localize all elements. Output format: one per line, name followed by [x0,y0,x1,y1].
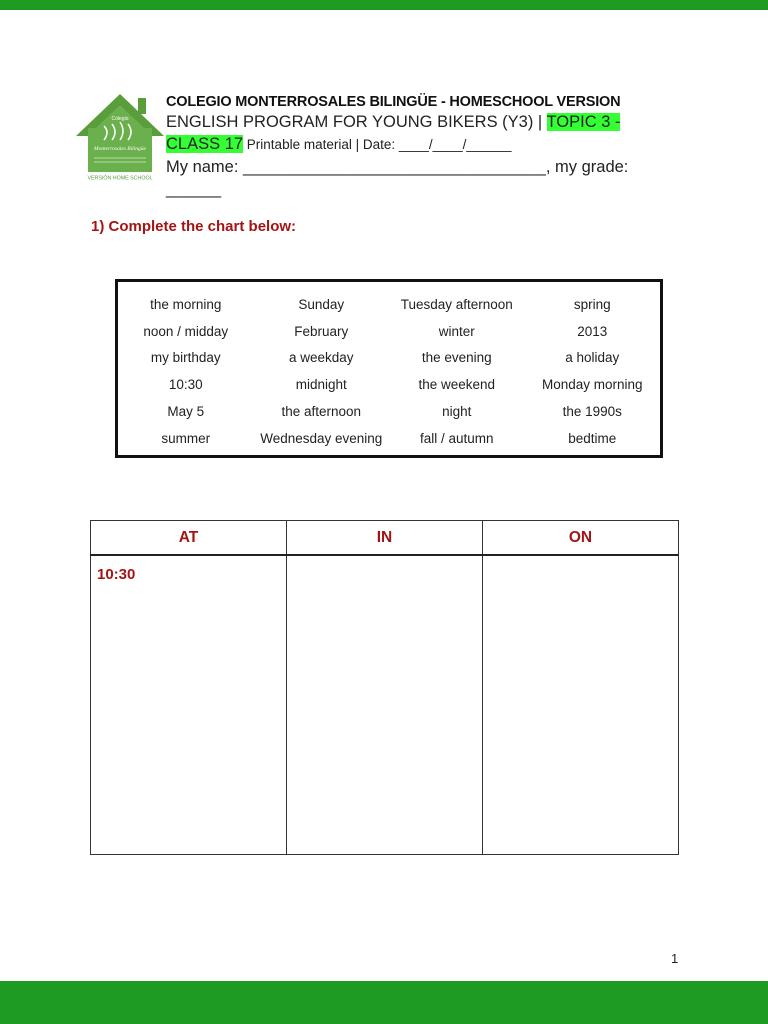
word-bank-cell: Tuesday afternoon [400,296,513,312]
word-bank-cell: Sunday [298,296,345,312]
word-bank-cell: noon / midday [143,323,229,339]
word-bank-cell: winter [438,323,475,339]
word-bank-cell: a holiday [565,350,620,366]
word-bank-cell: Wednesday evening [260,430,383,446]
answer-cell-on[interactable] [483,555,679,855]
word-bank-cell: the evening [421,350,492,366]
word-bank-row [118,398,660,425]
top-band [0,0,768,10]
word-bank-cell: May 5 [167,404,205,420]
word-bank-cell: the afternoon [281,404,362,420]
word-bank-row [118,318,660,345]
word-bank-cell: fall / autumn [419,430,494,446]
word-bank-row [118,371,660,398]
school-title: COLEGIO MONTERROSALES BILINGÜE - HOMESCHOOL VERSION [166,94,621,110]
answer-cell-in[interactable] [287,555,483,855]
logo-version: VERSIÓN HOME SCHOOL [87,175,153,182]
word-bank-table [118,291,660,452]
word-bank-cell: the weekend [418,377,496,393]
document-header [166,93,636,200]
printable-date: Printable material | Date: ____/____/______ [243,137,512,152]
word-bank-cell: the 1990s [562,404,622,420]
word-bank-cell: 10:30 [168,377,203,393]
column-header-in: IN [287,521,483,556]
word-bank-cell: February [294,323,349,339]
program-title: ENGLISH PROGRAM FOR YOUNG BIKERS (Y3) | [166,113,547,131]
word-bank-row [118,291,660,318]
class-highlight: CLASS 17 [166,135,244,153]
word-bank-box [115,279,663,458]
column-header-at: AT [91,521,287,556]
answer-cell-at[interactable]: 10:30 [91,555,287,855]
topic-highlight: TOPIC 3 - [546,113,621,131]
word-bank-cell: 2013 [577,323,608,339]
sorting-table [90,520,679,855]
column-header-on: ON [483,521,679,556]
word-bank-cell: Monday morning [541,377,643,393]
word-bank-cell: midnight [295,377,347,393]
word-bank-cell: the morning [150,296,222,312]
program-line [166,111,636,156]
word-bank-cell: summer [161,430,211,446]
word-bank-cell: night [442,404,472,420]
word-bank-cell: bedtime [568,430,617,446]
word-bank-row [118,345,660,372]
exercise-instruction: 1) Complete the chart below: [91,218,297,235]
name-grade-line: My name: _________________________________, my grade: ______ [166,158,629,198]
word-bank-cell: my birthday [150,350,221,366]
page-number: 1 [671,951,679,966]
bottom-band [0,981,768,1024]
logo-name: Monterrosales Bilingüe [94,146,146,152]
logo-small-text: Colegio [111,116,129,122]
school-logo [74,92,166,184]
word-bank-cell: spring [573,296,611,312]
word-bank-row [118,425,660,452]
word-bank-cell: a weekday [288,350,354,366]
